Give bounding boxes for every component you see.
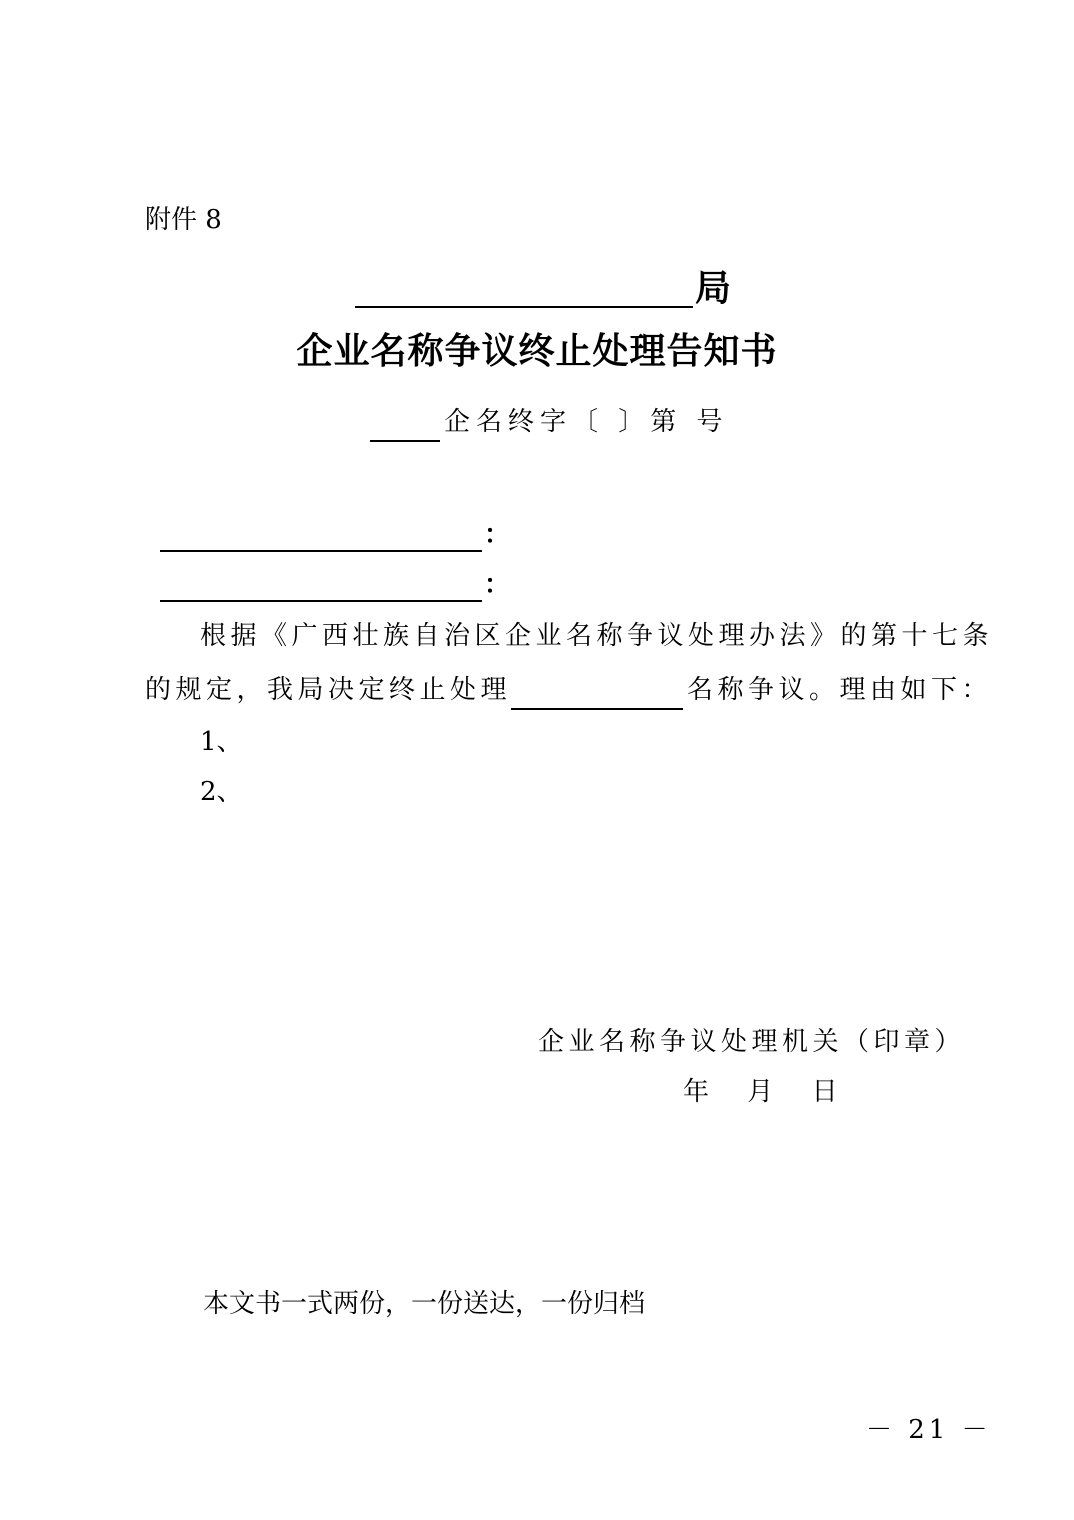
addressee-blank-1: [160, 520, 482, 552]
reason-item-2: 2、: [200, 777, 243, 807]
bureau-suffix: 局: [695, 267, 732, 309]
copies-note: 本文书一式两份，一份送达，一份归档: [203, 1289, 646, 1319]
body-paragraph-line-1: 根据《广西壮族自治区企业名称争议处理办法》的第十七条: [200, 621, 994, 651]
body-line2-after: 名称争议。理由如下：: [687, 675, 993, 705]
issuing-authority: 企业名称争议处理机关（印章）: [538, 1027, 966, 1057]
addressee-colon-2: ：: [484, 570, 511, 600]
bureau-name-blank: [355, 270, 693, 308]
document-title: 企业名称争议终止处理告知书: [296, 330, 778, 372]
date-day-unit: 日: [811, 1077, 838, 1107]
addressee-line-2: [160, 568, 510, 602]
attachment-label: 附件 8: [145, 205, 222, 235]
reason-item-1: 1、: [200, 727, 243, 757]
page-number: － 21 －: [866, 1415, 992, 1445]
addressee-colon-1: ：: [484, 520, 511, 550]
bureau-name-line: [355, 268, 731, 308]
body-paragraph-line-2: [145, 670, 992, 710]
addressee-line-1: [160, 518, 510, 552]
issue-date: [683, 1072, 838, 1112]
document-number-text: 企名终字〔 〕第 号: [444, 407, 729, 437]
document-number-line: [370, 402, 729, 442]
date-month-unit: 月: [747, 1077, 774, 1107]
dispute-name-blank: [511, 676, 683, 710]
date-year-unit: 年: [683, 1077, 710, 1107]
document-number-prefix-blank: [370, 408, 440, 442]
addressee-blank-2: [160, 570, 482, 602]
body-line2-before: 的规定，我局决定终止处理: [145, 675, 512, 705]
